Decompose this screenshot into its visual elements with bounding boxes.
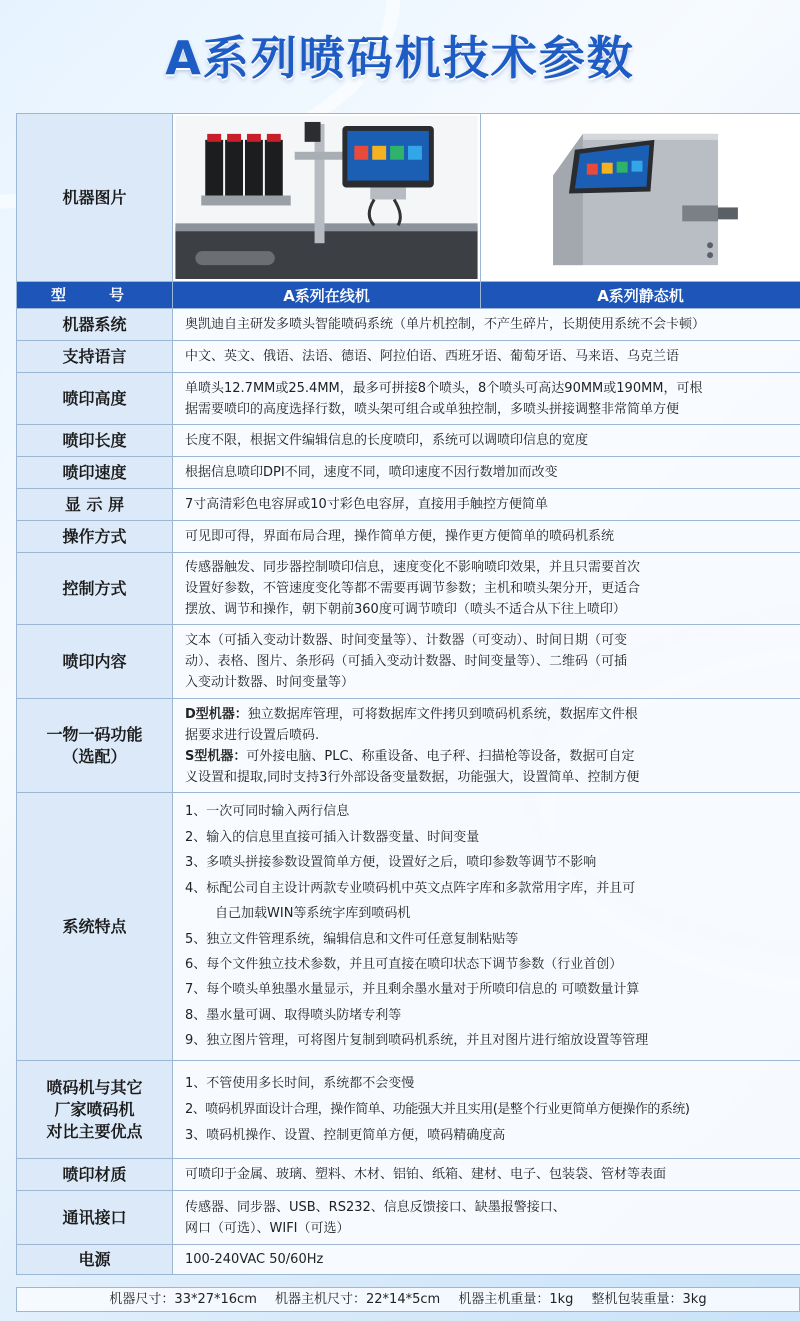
d-type-line: [185, 704, 792, 725]
model-header-label: 型 号: [17, 282, 173, 309]
row-label-line: 对比主要优点: [46, 1121, 143, 1141]
row-label: 操作方式: [17, 521, 173, 553]
row-text: 独立数据库管理，可将数据库文件拷贝到喷码机系统，数据库文件根: [247, 706, 638, 722]
row-text: 据要求进行设置后喷码.: [185, 727, 320, 743]
row-label: 喷印长度: [17, 425, 173, 457]
row-text: 根据信息喷印DPI不同，速度不同，喷印速度不因行数增加而改变: [185, 465, 558, 480]
row-text: 摆放、调节和操作，朝下朝前360度可调节喷印（喷头不适合从下往上喷印）: [185, 602, 626, 617]
row-value: [173, 1245, 800, 1275]
row-label-line: 厂家喷码机: [54, 1099, 135, 1119]
online-machine-picture: [175, 116, 478, 279]
spec-row-advantages: [17, 1061, 800, 1159]
row-label: 喷印高度: [17, 373, 173, 425]
host-size: 机器主机尺寸：22*14*5cm: [275, 1292, 441, 1307]
machine-size: 机器尺寸：33*27*16cm: [109, 1292, 257, 1307]
row-text: 100-240VAC 50/60Hz: [185, 1252, 324, 1267]
dimensions-footer: [16, 1287, 800, 1312]
spec-row-display: [17, 489, 800, 521]
advantage-item: 1、不管使用多长时间，系统都不会变慢: [185, 1075, 415, 1091]
row-value: [173, 373, 800, 425]
spec-row-operation: [17, 521, 800, 553]
row-text: 文本（可插入变动计数器、时间变量等）、计数器（可变动）、时间日期（可变: [185, 633, 628, 648]
feature-item: 3、多喷头拼接参数设置简单方便，设置好之后，喷印参数等调节不影响: [185, 855, 597, 871]
feature-item: 5、独立文件管理系统，编辑信息和文件可任意复制粘贴等: [185, 931, 519, 947]
spec-row-print-height: [17, 373, 800, 425]
row-text: 网口（可选）、WIFI（可选）: [185, 1220, 350, 1236]
feature-item: 1、一次可同时输入两行信息: [185, 804, 350, 820]
row-text: 可见即可得，界面布局合理，操作简单方便，操作更方便简单的喷码机系统: [185, 529, 615, 544]
row-label-line: （选配）: [62, 746, 127, 766]
row-label: 喷印速度: [17, 457, 173, 489]
row-text: 中文、英文、俄语、法语、德语、阿拉伯语、西班牙语、葡萄牙语、马来语、乌克兰语: [185, 349, 680, 364]
row-text: 义设置和提取,同时支持3行外部设备变量数据，功能强大，设置简单、控制方便: [185, 769, 640, 785]
row-label: 支持语言: [17, 341, 173, 373]
row-text: 传感器触发、同步器控制喷印信息，速度变化不影响喷印效果，并且只需要首次: [185, 560, 641, 575]
row-value: [173, 1061, 800, 1159]
feature-item: 8、墨水量可调、取得喷头防堵专利等: [185, 1007, 402, 1023]
static-machine-image: [481, 114, 800, 282]
row-value: [173, 699, 800, 793]
row-label: [17, 1061, 173, 1159]
row-value: [173, 489, 800, 521]
row-label-line: 喷码机与其它: [46, 1077, 143, 1097]
advantage-item: 2、喷码机界面设计合理，操作简单、功能强大并且实用(是整个行业更简单方便操作的系统): [185, 1101, 690, 1117]
model-header-row: [17, 282, 800, 309]
feature-item: 自己加载WIN等系统字库到喷码机: [215, 906, 411, 922]
model-static: A系列静态机: [481, 282, 800, 309]
row-label: 控制方式: [17, 553, 173, 625]
row-label: 机器图片: [17, 114, 173, 282]
page-title: A系列喷码机技术参数: [165, 31, 635, 85]
feature-item: 9、独立图片管理，可将图片复制到喷码机系统，并且对图片进行缩放设置等管理: [185, 1033, 649, 1049]
feature-item: 4、标配公司自主设计两款专业喷码机中英文点阵字库和多款常用字库，并且可: [185, 880, 636, 896]
s-type-line: [185, 746, 792, 767]
row-text: 可喷印于金属、玻璃、塑料、木材、铝铂、纸箱、建材、电子、包装袋、管材等表面: [185, 1167, 667, 1182]
feature-item: 2、输入的信息里直接可插入计数器变量、时间变量: [185, 829, 480, 845]
advantage-item: 3、喷码机操作、设置、控制更简单方便，喷码精确度高: [185, 1127, 506, 1143]
row-label: 机器系统: [17, 309, 173, 341]
host-weight: 机器主机重量：1kg: [458, 1292, 574, 1307]
package-weight: 整机包装重量：3kg: [591, 1292, 707, 1307]
row-text: 设置好参数，不管速度变化等都不需要再调节参数；主机和喷头架分开，更适合: [185, 581, 641, 596]
feature-item: 6、每个文件独立技术参数，并且可直接在喷印状态下调节参数（行业首创）: [185, 956, 623, 972]
row-value: [173, 793, 800, 1061]
row-text: 长度不限，根据文件编辑信息的长度喷印，系统可以调喷印信息的宽度: [185, 433, 589, 448]
row-value: [173, 521, 800, 553]
spec-row-print-length: [17, 425, 800, 457]
spec-row-materials: [17, 1159, 800, 1191]
row-label: 系统特点: [17, 793, 173, 1061]
spec-row-system: [17, 309, 800, 341]
row-text: 7寸高清彩色电容屏或10寸彩色电容屏，直接用手触控方便简单: [185, 497, 548, 512]
spec-row-print-content: [17, 625, 800, 699]
spec-row-one-code: [17, 699, 800, 793]
row-value: [173, 425, 800, 457]
row-text: 可外接电脑、PLC、称重设备、电子秤、扫描枪等设备，数据可自定: [246, 748, 635, 764]
row-label: 通讯接口: [17, 1191, 173, 1245]
row-label: 显 示 屏: [17, 489, 173, 521]
row-value: [173, 457, 800, 489]
static-machine-picture: [483, 116, 798, 279]
row-value: [173, 1191, 800, 1245]
row-label: 喷印内容: [17, 625, 173, 699]
row-text: 单喷头12.7MM或25.4MM，最多可拼接8个喷头，8个喷头可高达90MM或190MM，可根: [185, 380, 703, 396]
row-label-line: 一物一码功能: [46, 724, 143, 744]
spec-table: [16, 113, 800, 1275]
row-value: [173, 309, 800, 341]
spec-row-control: [17, 553, 800, 625]
d-type-title: D型机器：: [185, 706, 248, 722]
row-text: 入变动计数器、时间变量等）: [185, 675, 355, 690]
spec-row-features: [17, 793, 800, 1061]
row-text: 动）、表格、图片、条形码（可插入变动计数器、时间变量等）、二维码（可插: [185, 654, 628, 669]
row-text: 奥凯迪自主研发多喷头智能喷码系统（单片机控制，不产生碎片，长期使用系统不会卡顿）: [185, 317, 706, 332]
row-value: [173, 1159, 800, 1191]
row-label: 喷印材质: [17, 1159, 173, 1191]
row-text: 传感器、同步器、USB、RS232、信息反馈接口、缺墨报警接口、: [185, 1199, 566, 1215]
row-value: [173, 553, 800, 625]
row-label: [17, 699, 173, 793]
row-value: [173, 341, 800, 373]
row-label: 电源: [17, 1245, 173, 1275]
online-machine-image: [173, 114, 481, 282]
spec-row-language: [17, 341, 800, 373]
row-text: 据需要喷印的高度选择行数，喷头架可组合或单独控制，多喷头拼接调整非常简单方便: [185, 401, 680, 417]
spec-row-power: [17, 1245, 800, 1275]
s-type-title: S型机器：: [185, 748, 247, 764]
image-row: [17, 114, 800, 282]
feature-item: 7、每个喷头单独墨水量显示，并且剩余墨水量对于所喷印信息的 可喷数量计算: [185, 982, 640, 998]
spec-row-interface: [17, 1191, 800, 1245]
row-value: [173, 625, 800, 699]
spec-row-print-speed: [17, 457, 800, 489]
model-online: A系列在线机: [173, 282, 481, 309]
